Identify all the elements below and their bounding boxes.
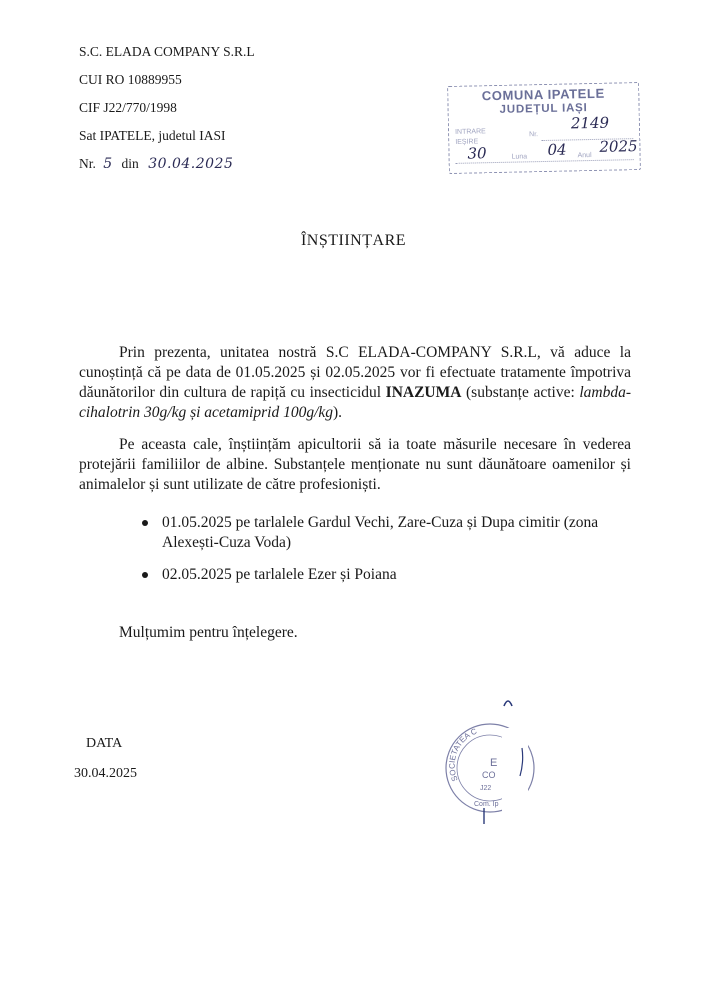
- list-item: [140, 565, 640, 585]
- din-label: din: [121, 156, 139, 171]
- seal-arc-text: SOCIETATEA C: [447, 726, 479, 783]
- active-substances: lambda-cihalotrin 30g/kg și acetamiprid 100g/kg: [79, 384, 632, 421]
- paragraph-announcement: [79, 343, 631, 423]
- date-value: 30.04.2025: [74, 766, 137, 781]
- document-title: ÎNȘTIINȚARE: [300, 232, 407, 249]
- bullet-icon: [142, 572, 148, 578]
- sender-address: Sat IPATELE, judetul IASI: [79, 128, 226, 143]
- stamp-number: 2149: [570, 113, 610, 133]
- registration-stamp: [447, 82, 641, 174]
- stamp-county: JUDEȚUL IAȘI: [499, 102, 588, 116]
- treatment-schedule-list: [140, 513, 640, 597]
- nr-value: 5: [103, 156, 113, 172]
- list-item: [140, 513, 640, 553]
- seal-bottom: Com. Ip: [474, 801, 499, 808]
- paragraph-beekeepers: Pe aceasta cale, înștiințăm apicultorii să ia toate măsurile necesare în vederea protejării familiilor de albine. Substanțele menționate nu sunt dăunătoare oamenilor și animalelor și sunt utilizate de către profesioniști.: [79, 436, 631, 493]
- bullet-icon: [142, 520, 148, 526]
- paragraph-text: (substanțe active:: [461, 384, 580, 401]
- stamp-iesire-label: IEȘIRE: [455, 138, 479, 146]
- list-item-text: 02.05.2025 pe tarlalele Ezer și Poiana: [162, 566, 397, 583]
- date-label: DATA: [86, 736, 123, 751]
- nr-label: Nr.: [79, 156, 96, 171]
- stamp-month: 04: [547, 140, 567, 159]
- list-item-text: 01.05.2025 pe tarlalele Gardul Vechi, Zare-Cuza și Dupa cimitir (zona Alexești-Cuza Voda): [162, 514, 599, 551]
- seal-center-b: CO: [482, 770, 496, 780]
- sender-block: [79, 38, 255, 178]
- product-name: INAZUMA: [385, 384, 462, 401]
- seal-reg: J22: [480, 785, 492, 792]
- cif-code: CIF J22/770/1998: [79, 100, 177, 115]
- paragraph-text: ).: [333, 404, 343, 421]
- stamp-intrare-label: INTRARE: [454, 128, 486, 136]
- document-body: [79, 343, 631, 495]
- din-value: 30.04.2025: [148, 156, 234, 172]
- reference-line: [79, 150, 255, 178]
- seal-center-a: E: [490, 757, 498, 769]
- thanks-line: Mulțumim pentru înțelegere.: [119, 624, 298, 641]
- stamp-year: 2025: [599, 137, 638, 156]
- stamp-day: 30: [467, 144, 487, 163]
- stamp-anul-label: Anul: [577, 152, 592, 160]
- company-name: S.C. ELADA COMPANY S.R.L: [79, 44, 255, 59]
- paragraph-text: Prin prezenta, unitatea nostră S.C ELADA-COMPANY S.R.L, vă aduce la cunoștință că pe data de 01.05.2025 și 02.05.2025 vor fi efectuate tratamente împotriva dăunătorilor din cultura de rapiță cu insecticidul: [79, 344, 631, 401]
- cui-code: CUI RO 10889955: [79, 72, 182, 87]
- stamp-commune: COMUNA IPATELE: [481, 85, 605, 104]
- stamp-nr-label: Nr.: [529, 131, 539, 139]
- signature: [460, 690, 540, 840]
- stamp-luna-label: Luna: [511, 153, 528, 161]
